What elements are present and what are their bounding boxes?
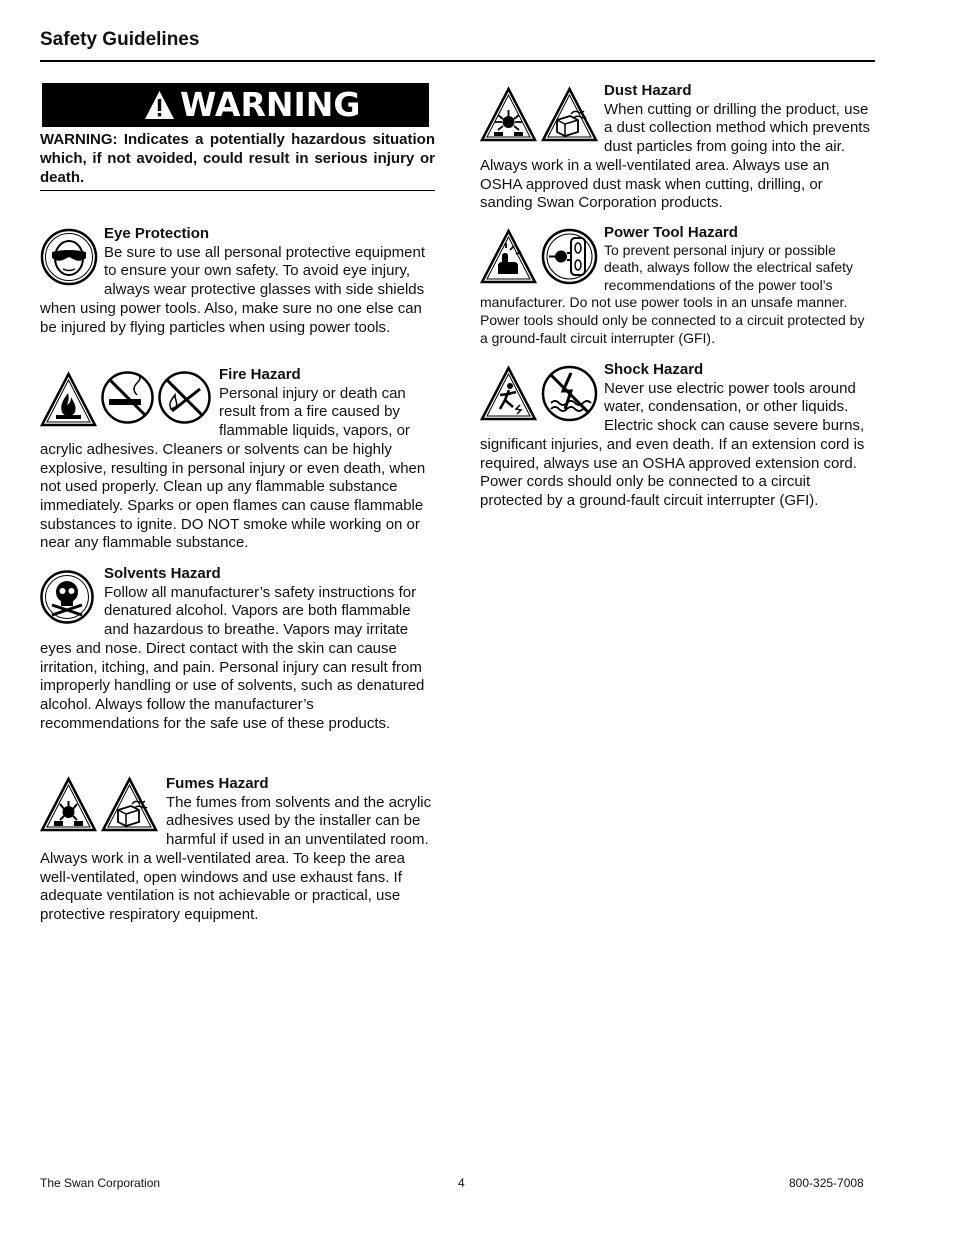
warning-banner [42, 83, 429, 127]
warning-divider [40, 190, 435, 191]
warning-title: WARNING [180, 85, 361, 124]
fire-hazard-body: Personal injury or death can result from a fire caused by flammable liquids, vapors, or acrylic adhesives. Cleaners or solvents can be highly explosive, resulting in personal injury or even death, when not used properly. Clean up any flammable substance immediately. Sparks or open flames can cause flammable substances to ignite. DO NOT smoke while working on or near any flammable substance. [40, 384, 426, 552]
skull-crossbones-icon [40, 570, 94, 624]
page-title: Safety Guidelines [40, 29, 200, 50]
safety-glasses-icon [40, 228, 98, 286]
dust-hazard-title: Dust Hazard [604, 82, 692, 99]
fumes-hazard-body: The fumes from solvents and the acrylic adhesives used by the installer can be harmful if used in an unventilated room. Always work in a well-ventilated area. To keep the area well-ventilated, open windows and use exhaust fans. If adequate ventilation is not achievable or practical, use protective respiratory equipment. [40, 793, 432, 923]
dust-particles-warning-icon [480, 86, 537, 143]
power-tool-hazard-title: Power Tool Hazard [604, 224, 738, 241]
electric-shock-warning-icon [480, 365, 537, 422]
hand-injury-warning-icon [480, 228, 537, 285]
no-open-flame-icon [158, 371, 211, 424]
section-fire-hazard [40, 366, 435, 553]
eye-protection-title: Eye Protection [104, 225, 210, 242]
shock-hazard-title: Shock Hazard [604, 361, 704, 378]
section-power-tool-hazard [480, 224, 875, 347]
shock-hazard-body: Never use electric power tools around water, condensation, or other liquids. Electric shock can cause severe burns, significant injuries, and even death. If an extension cord is required, always use an OSHA approved extension cord. Power cords should only be connected to a circuit protected by a ground-fault circuit interrupter (GFI). [480, 379, 865, 509]
flammable-warning-icon [40, 371, 97, 428]
fumes-hazard-title: Fumes Hazard [166, 775, 269, 792]
footer-company: The Swan Corporation [40, 1176, 161, 1190]
no-smoking-icon [101, 371, 154, 424]
section-eye-protection [40, 225, 435, 337]
eye-protection-body: Be sure to use all personal protective equipment to ensure your own safety. To avoid eye injury, always wear protective glasses with side shields when using power tools. Also, make sure no one else can be injured by flying particles when using power tools. [40, 243, 426, 336]
toxic-fumes-warning-icon [40, 776, 97, 833]
solvents-hazard-title: Solvents Hazard [104, 565, 221, 582]
header-divider [40, 60, 875, 62]
section-shock-hazard [480, 361, 875, 511]
footer-page-number: 4 [458, 1176, 465, 1190]
fumes-warning-icon [101, 776, 158, 833]
section-solvents-hazard [40, 565, 435, 733]
footer-phone: 800-325-7008 [789, 1176, 864, 1190]
warning-definition: WARNING: Indicates a potentially hazardous situation which, if not avoided, could result in serious injury or death. [40, 131, 435, 186]
section-dust-hazard [480, 82, 875, 213]
section-fumes-hazard [40, 775, 435, 925]
fire-hazard-title: Fire Hazard [219, 366, 301, 383]
solvents-hazard-body: Follow all manufacturer’s safety instructions for denatured alcohol. Vapors are both flammable and hazardous to breathe. Vapors may irritate eyes and nose. Direct contact with the skin can cause irritation, itching, and pain. Personal injury can result from improperly handling or use of solvents, such as denatured alcohol. Always follow the manufacturer’s recommendations for the safe use of these products. [40, 583, 425, 732]
no-water-electric-icon [541, 365, 598, 422]
dust-hazard-warning-icon [541, 86, 598, 143]
warning-triangle-icon [143, 89, 176, 121]
dust-hazard-body: When cutting or drilling the product, use a dust collection method which prevents dust particles from going into the air. Always work in a well-ventilated area. Always use an OSHA approved dust mask when cutting, drilling, or sanding Swan Corporation products. [480, 100, 870, 212]
power-tool-hazard-body: To prevent personal injury or possible death, always follow the electrical safety recommendations of the power tool’s manufacturer. Do not use power tools in an unsafe manner. Power tools should only be connected to a circuit protected by a ground-fault circuit interrupter (GFI). [480, 241, 865, 346]
plug-outlet-icon [541, 228, 598, 285]
